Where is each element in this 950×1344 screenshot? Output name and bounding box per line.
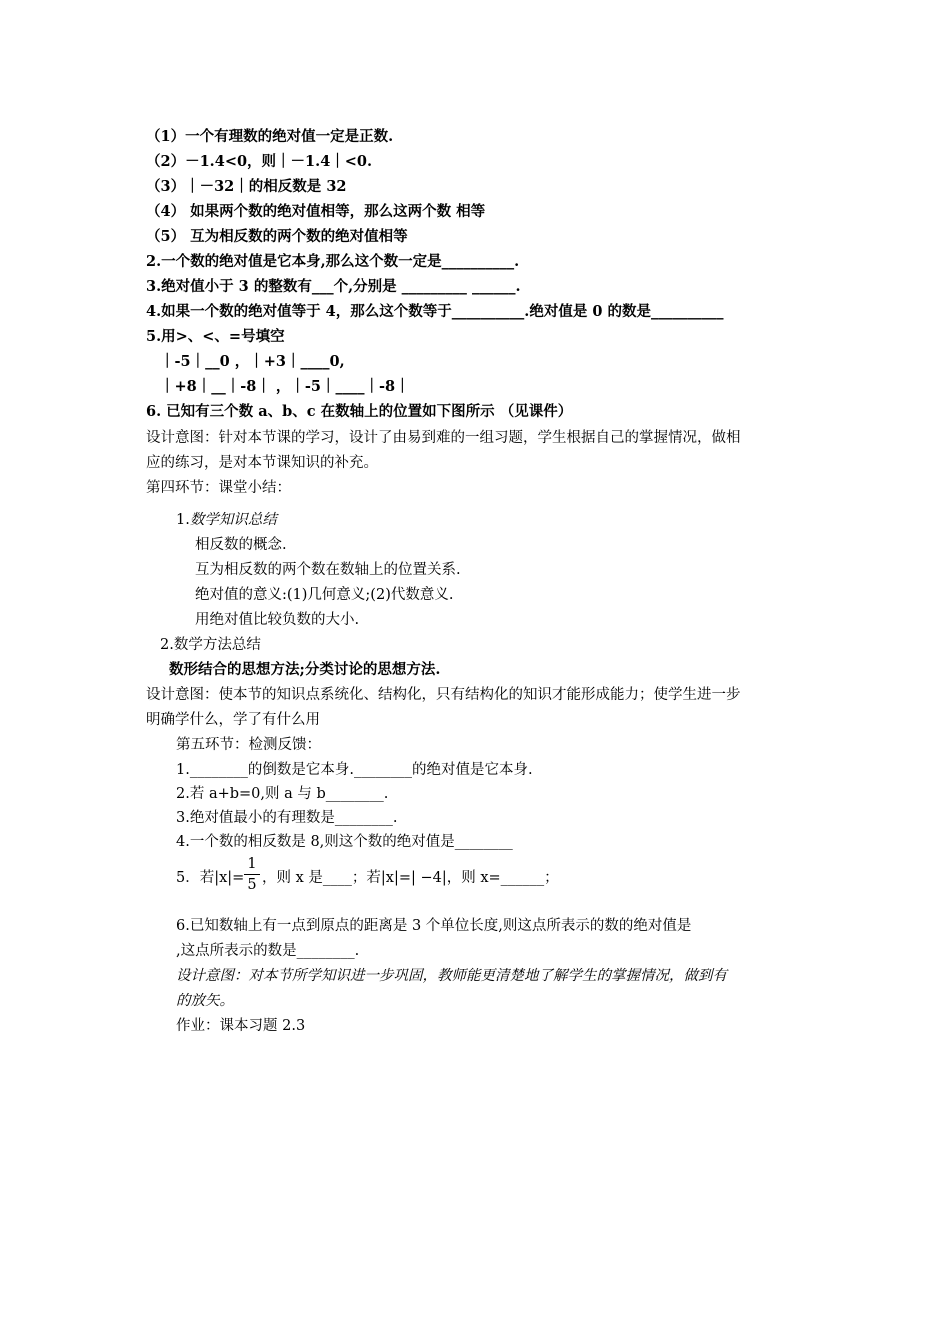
knowledge-summary-number: 1. [176, 512, 190, 528]
knowledge-item-3: 绝对值的意义:(1)几何意义;(2)代数意义. [195, 587, 454, 603]
question-4: 4.如果一个数的绝对值等于 4，那么这个数等于__________.绝对值是 0 的数是__________ [146, 303, 724, 320]
design-intent-2-line-2: 明确学什么，学了有什么用 [146, 712, 320, 728]
quiz-item-5: （5） 互为相反数的两个数的绝对值相等 [146, 228, 408, 245]
design-intent-3-line-2: 的放矢。 [176, 993, 234, 1009]
design-intent-1-line-1: 设计意图：针对本节课的学习，设计了由易到难的一组习题，学生根据自己的掌握情况，做相 [146, 430, 741, 446]
design-intent-3-line-1: 设计意图：对本节所学知识进一步巩固，教师能更清楚地了解学生的掌握情况，做到有 [176, 968, 727, 984]
section-four-title: 第四环节：课堂小结： [146, 480, 291, 496]
feedback-question-2: 2.若 a+b=0,则 a 与 b________. [176, 786, 389, 802]
question-5-line-b: ｜+8｜__｜-8｜ ，｜-5｜____｜-8｜ [160, 378, 410, 395]
feedback-question-4: 4.一个数的相反数是 8,则这个数的绝对值是________ [176, 834, 513, 850]
feedback-question-3: 3.绝对值最小的有理数是________. [176, 810, 398, 826]
question-5: 5.用>、<、=号填空 [146, 328, 285, 345]
feedback-question-5-prefix: 5．若|x|= [176, 870, 245, 886]
feedback-question-6-line-2: ,这点所表示的数是________. [176, 943, 360, 959]
knowledge-item-4: 用绝对值比较负数的大小. [195, 612, 360, 628]
question-5-line-a: ｜-5｜__0 ，｜+3｜____0, [160, 353, 345, 370]
quiz-item-4: （4） 如果两个数的绝对值相等，那么这两个数 相等 [146, 203, 486, 220]
feedback-question-5-suffix: ，则 x 是____；若|x|=| −4|，则 x=______； [262, 870, 559, 886]
knowledge-item-2: 互为相反数的两个数在数轴上的位置关系. [195, 562, 461, 578]
quiz-item-3: （3）｜－32｜的相反数是 32 [146, 178, 347, 195]
feedback-question-1: 1.________的倒数是它本身.________的绝对值是它本身. [176, 762, 533, 778]
method-summary-item: 数形结合的思想方法;分类讨论的思想方法. [169, 661, 441, 678]
fraction-one-fifth [244, 855, 260, 894]
question-6: 6. 已知有三个数 a、b、c 在数轴上的位置如下图所示 （见课件） [146, 403, 573, 420]
homework-line: 作业：课本习题 2.3 [176, 1018, 306, 1034]
section-five-title: 第五环节：检测反馈： [176, 737, 321, 753]
method-summary-title: 2.数学方法总结 [160, 637, 261, 653]
design-intent-1-line-2: 应的练习，是对本节课知识的补充。 [146, 455, 378, 471]
quiz-item-2: （2）－1.4<0，则｜－1.4｜<0. [146, 153, 373, 170]
question-3: 3.绝对值小于 3 的整数有___个,分别是 _________ ______. [146, 278, 521, 295]
knowledge-item-1: 相反数的概念. [195, 537, 287, 553]
fraction-numerator: 1 [244, 855, 260, 875]
design-intent-2-line-1: 设计意图：使本节的知识点系统化、结构化，只有结构化的知识才能形成能力；使学生进一步 [146, 687, 741, 703]
knowledge-summary-title: 数学知识总结 [189, 512, 277, 528]
quiz-item-1: （1）一个有理数的绝对值一定是正数. [146, 128, 394, 145]
fraction-denominator: 5 [247, 877, 257, 893]
feedback-question-6-line-1: 6.已知数轴上有一点到原点的距离是 3 个单位长度,则这点所表示的数的绝对值是 [176, 918, 692, 934]
question-2: 2.一个数的绝对值是它本身,那么这个数一定是__________. [146, 253, 520, 270]
knowledge-summary-heading [176, 510, 277, 530]
